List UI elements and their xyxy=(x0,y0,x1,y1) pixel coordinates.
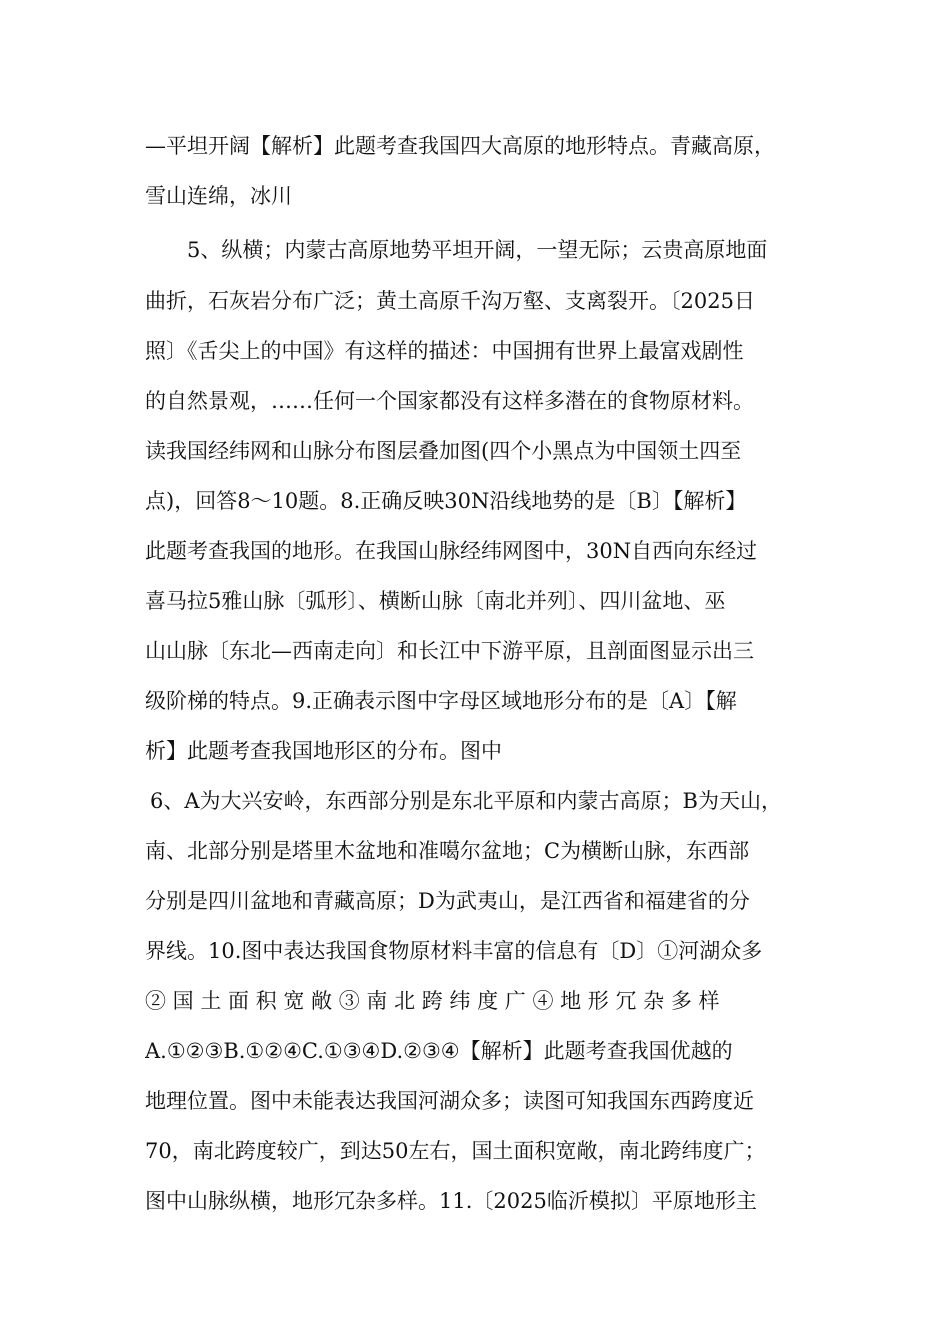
text-line: 级阶梯的特点。9.正确表示图中字母区域地形分布的是〔A〕【解 xyxy=(145,689,737,713)
text-line: 图中山脉纵横，地形冗杂多样。11.〔2025临沂模拟〕平原地形主 xyxy=(145,1189,757,1213)
text-line: A.①②③B.①②④C.①③④D.②③④【解析】此题考查我国优越的 xyxy=(145,1039,733,1063)
text-line: 析】此题考查我国地形区的分布。图中 xyxy=(145,739,502,763)
text-line: 地理位置。图中未能表达我国河湖众多；读图可知我国东西跨度近 xyxy=(145,1089,754,1113)
text-line: 读我国经纬网和山脉分布图层叠加图(四个小黑点为中国领土四至 xyxy=(145,439,742,463)
text-line: 雪山连绵，冰川 xyxy=(145,184,292,208)
text-line: 喜马拉5雅山脉〔弧形〕、横断山脉〔南北并列〕、四川盆地、巫 xyxy=(145,589,726,613)
paragraph-start-line: 6、A为大兴安岭，东西部分别是东北平原和内蒙古高原；B为天山， xyxy=(150,789,782,813)
text-line: 曲折，石灰岩分布广泛；黄土高原千沟万壑、支离裂开。〔2025日 xyxy=(145,289,755,313)
text-line: 山山脉〔东北—西南走向〕和长江中下游平原，且剖面图显示出三 xyxy=(145,639,754,663)
text-line: 的自然景观，……任何一个国家都没有这样多潜在的食物原材料。 xyxy=(145,389,754,413)
paragraph-start-line: 5、纵横；内蒙古高原地势平坦开阔，一望无际；云贵高原地面 xyxy=(187,238,768,262)
text-line: 此题考查我国的地形。在我国山脉经纬网图中，30N自西向东经过 xyxy=(145,539,758,563)
text-line: 界线。10.图中表达我国食物原材料丰富的信息有〔D〕①河湖众多 xyxy=(145,939,763,963)
text-line: —平坦开阔【解析】此题考查我国四大高原的地形特点。青藏高原， xyxy=(145,134,775,158)
text-line: 70，南北跨度较广，到达50左右，国土面积宽敞，南北跨纬度广； xyxy=(145,1139,766,1163)
text-line: 分别是四川盆地和青藏高原；D为武夷山，是江西省和福建省的分 xyxy=(145,889,750,913)
text-line: 照〕《舌尖上的中国》有这样的描述：中国拥有世界上最富戏剧性 xyxy=(145,339,744,363)
text-line: 南、北部分别是塔里木盆地和准噶尔盆地；C为横断山脉，东西部 xyxy=(145,839,750,863)
text-line: ② 国 土 面 积 宽 敞 ③ 南 北 跨 纬 度 广 ④ 地 形 冗 杂 多 样 xyxy=(145,989,720,1013)
text-line: 点)，回答8～10题。8.正确反映30N沿线地势的是〔B〕【解析】 xyxy=(145,489,747,513)
